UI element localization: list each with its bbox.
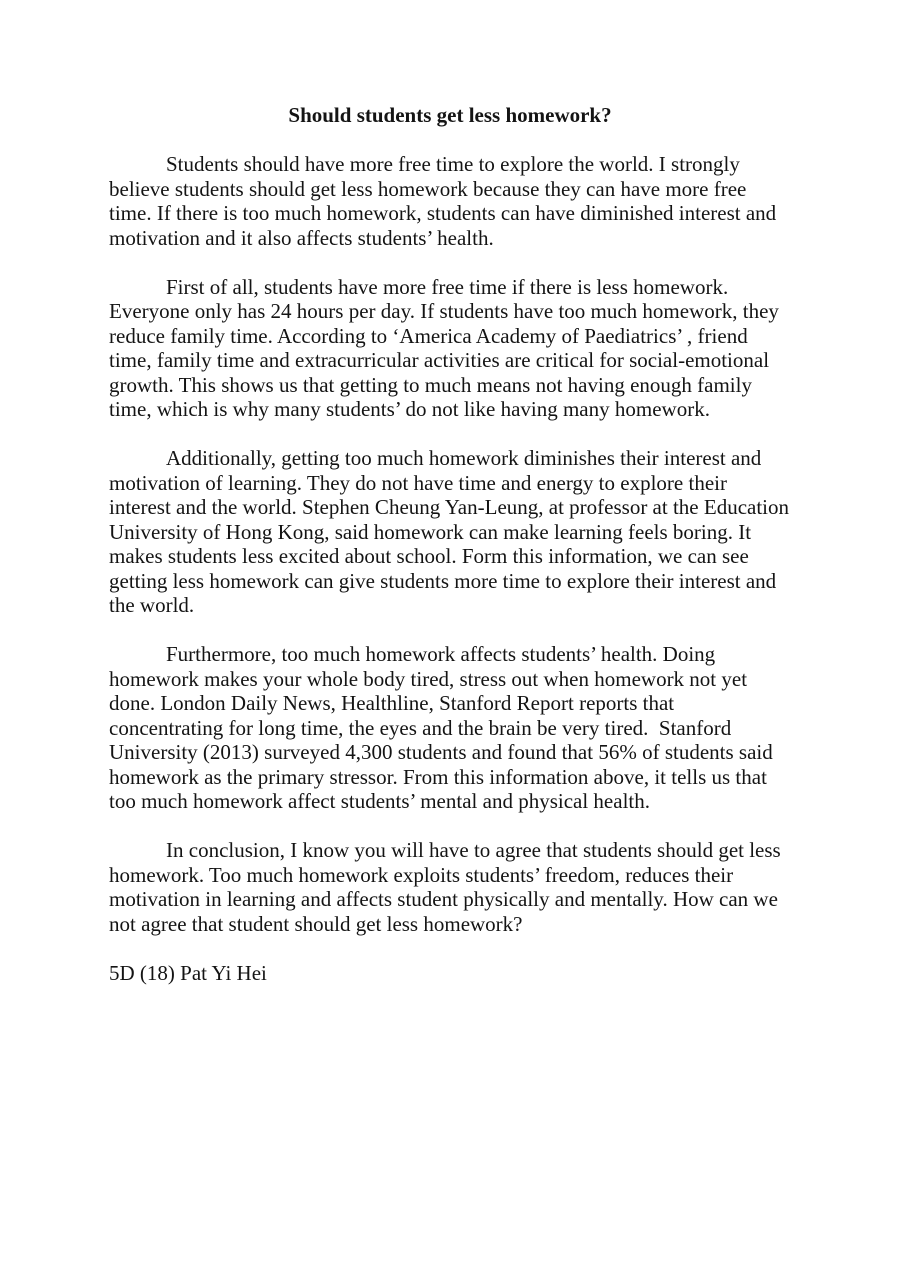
essay-paragraph-motivation: Additionally, getting too much homework diminishes their interest and motivation of learning. They do not have time and energy to explore their interest and the world. Stephen Cheung Yan-Leung, at professor at the Education University of Hong Kong, said homework can make learning feels boring. It makes students less excited about school. Form this information, we can see getting less homework can give students more time to explore their interest and the world. [109,446,795,617]
author-signature: 5D (18) Pat Yi Hei [109,960,267,985]
essay-paragraph-free-time: First of all, students have more free time if there is less homework. Everyone only has 24 hours per day. If students have too much homework, they reduce family time. According to ‘America Academy of Paediatrics’ , friend time, family time and extracurricular activities are critical for social-emotional growth. This shows us that getting to much means not having enough family time, which is why many students’ do not like having many homework. [109,274,785,421]
document-content [109,103,795,985]
essay-paragraph-conclusion: In conclusion, I know you will have to agree that students should get less homework. Too much homework exploits students’ freedom, reduces their motivation in learning and affects student physically and mentally. How can we not agree that student should get less homework? [109,838,786,936]
essay-paragraph-intro: Students should have more free time to explore the world. I strongly believe students should get less homework because they can have more free time. If there is too much homework, students can have diminished interest and motivation and it also affects students’ health. [109,152,782,250]
essay-title: Should students get less homework? [288,103,612,127]
essay-paragraph-health: Furthermore, too much homework affects students’ health. Doing homework makes your whole body tired, stress out when homework not yet done. London Daily News, Healthline, Stanford Report reports that concentrating for long time, the eyes and the brain be very tired. Stanford University (2013) surveyed 4,300 students and found that 56% of students said homework as the primary stressor. From this information above, it tells us that too much homework affect students’ mental and physical health. [109,642,778,813]
